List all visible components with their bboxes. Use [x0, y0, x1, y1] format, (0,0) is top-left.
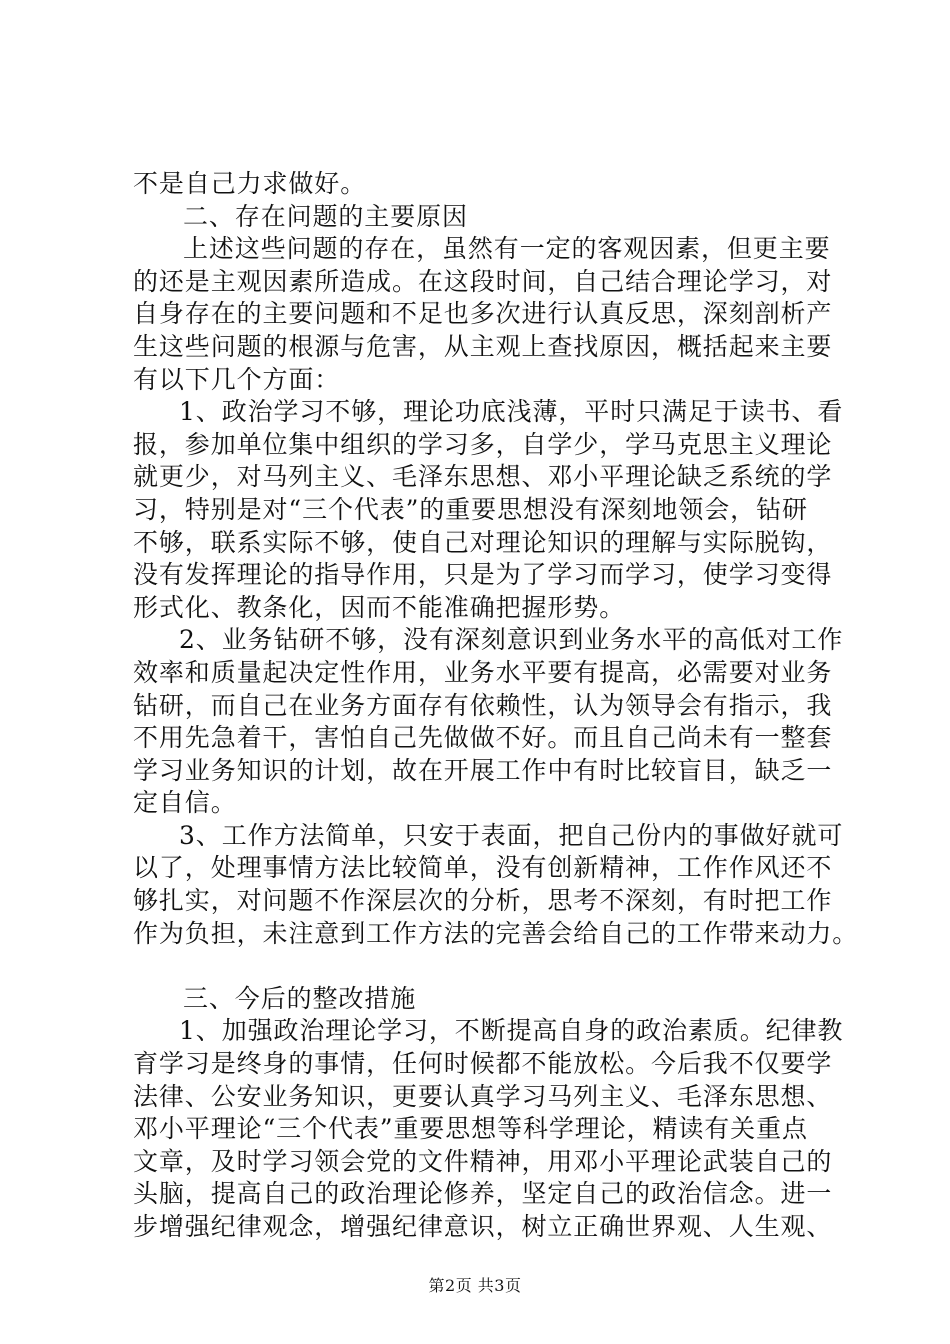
text-line: 法律、公安业务知识，更要认真学习马列主义、毛泽东思想、	[133, 1081, 833, 1111]
text-line: 1、政治学习不够，理论功底浅薄，平时只满足于读书、看	[179, 397, 844, 427]
section-heading: 二、存在问题的主要原因	[183, 201, 468, 231]
text-line: 效率和质量起决定性作用，业务水平要有提高，必需要对业务	[133, 657, 833, 687]
text-line: 学习业务知识的计划，故在开展工作中有时比较盲目，缺乏一	[133, 755, 833, 785]
blank-line	[133, 950, 853, 983]
text-line: 文章，及时学习领会党的文件精神，用邓小平理论武装自己的	[133, 1146, 833, 1176]
text-line: 没有发挥理论的指导作用，只是为了学习而学习，使学习变得	[133, 560, 833, 590]
text-line: 定自信。	[133, 788, 237, 818]
text-line: 生这些问题的根源与危害，从主观上查找原因，概括起来主要	[133, 331, 833, 361]
text-line: 步增强纪律观念，增强纪律意识，树立正确世界观、人生观、	[133, 1212, 833, 1241]
text-line: 习，特别是对“三个代表”的重要思想没有深刻地领会，钻研	[133, 494, 808, 524]
text-line: 自身存在的主要问题和不足也多次进行认真反思，深刻剖析产	[133, 299, 833, 329]
text-line: 有以下几个方面：	[133, 364, 341, 394]
text-line: 邓小平理论“三个代表”重要思想等科学理论，精读有关重点	[133, 1114, 808, 1144]
text-line: 不是自己力求做好。	[133, 169, 367, 198]
text-line: 不够，联系实际不够，使自己对理论知识的理解与实际脱钩，	[133, 527, 833, 557]
text-line: 头脑，提高自己的政治理论修养，坚定自己的政治信念。进一	[133, 1179, 833, 1209]
text-line: 就更少，对马列主义、毛泽东思想、邓小平理论缺乏系统的学	[133, 462, 833, 492]
text-line: 2、业务钻研不够，没有深刻意识到业务水平的高低对工作	[179, 625, 844, 655]
text-line: 形式化、教条化，因而不能准确把握形势。	[133, 592, 626, 622]
text-line: 钻研，而自己在业务方面存有依赖性，认为领导会有指示，我	[133, 690, 833, 720]
text-line: 上述这些问题的存在，虽然有一定的客观因素，但更主要	[183, 234, 831, 264]
document-body	[133, 168, 859, 1244]
text-line: 的还是主观因素所造成。在这段时间，自己结合理论学习，对	[133, 266, 833, 296]
text-line: 育学习是终身的事情，任何时候都不能放松。今后我不仅要学	[133, 1049, 833, 1079]
text-line: 1、加强政治理论学习，不断提高自身的政治素质。纪律教	[179, 1016, 844, 1046]
text-line: 报，参加单位集中组织的学习多，自学少，学马克思主义理论	[133, 429, 833, 459]
text-line: 够扎实，对问题不作深层次的分析，思考不深刻，有时把工作	[133, 886, 833, 916]
text-line: 以了，处理事情方法比较简单，没有创新精神，工作作风还不	[133, 853, 833, 883]
text-line: 不用先急着干，害怕自己先做做不好。而且自己尚未有一整套	[133, 723, 833, 753]
text-line: 作为负担，未注意到工作方法的完善会给自己的工作带来动力。	[133, 918, 859, 948]
text-line: 3、工作方法简单，只安于表面，把自己份内的事做好就可	[179, 820, 844, 850]
section-heading: 三、今后的整改措施	[183, 983, 417, 1013]
page-number-footer: 第2页 共3页	[428, 1276, 522, 1295]
